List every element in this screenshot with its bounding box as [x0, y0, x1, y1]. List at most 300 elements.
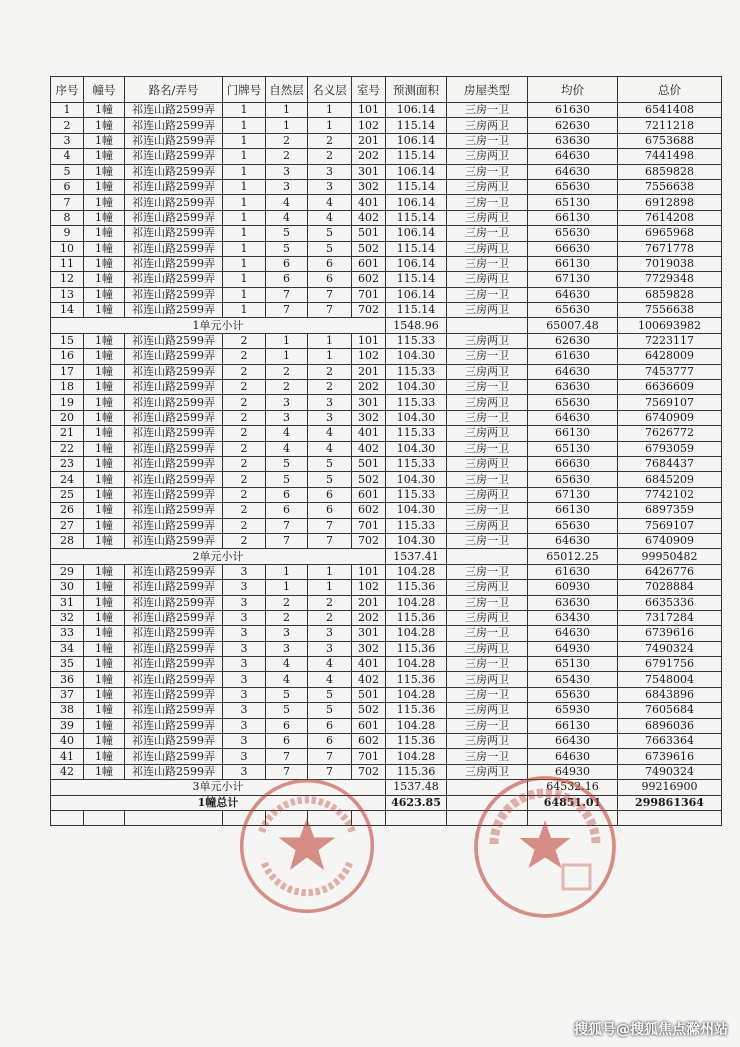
- table-cell: 4: [308, 426, 352, 441]
- table-cell: 7: [266, 303, 308, 318]
- table-cell: 三房一卫: [447, 133, 528, 148]
- table-cell: 祁连山路2599弄: [125, 256, 223, 271]
- table-row: [51, 103, 722, 118]
- table-cell: 61630: [528, 564, 618, 579]
- table-cell: 三房一卫: [447, 472, 528, 487]
- table-cell: 祁连山路2599弄: [125, 395, 223, 410]
- table-cell: 6: [308, 487, 352, 502]
- table-cell: 202: [352, 610, 386, 625]
- table-row: [51, 395, 722, 410]
- table-cell: 7614208: [618, 210, 722, 225]
- table-row: [51, 641, 722, 656]
- table-cell: 401: [352, 657, 386, 672]
- table-row: [51, 564, 722, 579]
- table-cell: 4: [266, 441, 308, 456]
- table-cell: 三房两卫: [447, 610, 528, 625]
- table-cell: 115.33: [386, 518, 447, 533]
- table-cell: 1幢: [84, 133, 125, 148]
- table-cell: 6753688: [618, 133, 722, 148]
- table-cell: 3: [223, 626, 266, 641]
- table-cell: 20: [51, 410, 84, 425]
- table-cell: 40: [51, 734, 84, 749]
- table-cell: 6: [308, 272, 352, 287]
- header-cell: 自然层: [266, 77, 308, 103]
- table-cell: 祁连山路2599弄: [125, 687, 223, 702]
- table-cell: 101: [352, 103, 386, 118]
- table-row: [51, 149, 722, 164]
- table-cell: 4: [266, 672, 308, 687]
- table-cell: 1: [308, 349, 352, 364]
- table-header-row: [51, 77, 722, 103]
- subtotal-total-price: 100693982: [618, 318, 722, 333]
- table-cell: 106.14: [386, 226, 447, 241]
- table-cell: 60930: [528, 580, 618, 595]
- table-cell: 5: [266, 687, 308, 702]
- table-cell: 1幢: [84, 364, 125, 379]
- total-total-price: 299861364: [618, 795, 722, 810]
- table-cell: 28: [51, 533, 84, 548]
- table-cell: 7569107: [618, 518, 722, 533]
- table-cell: 1幢: [84, 564, 125, 579]
- table-cell: 三房一卫: [447, 441, 528, 456]
- table-cell: 7317284: [618, 610, 722, 625]
- empty-cell: [618, 810, 722, 825]
- table-cell: 三房一卫: [447, 687, 528, 702]
- table-cell: 1幢: [84, 195, 125, 210]
- table-cell: 三房一卫: [447, 564, 528, 579]
- table-cell: 2: [308, 364, 352, 379]
- table-cell: 201: [352, 595, 386, 610]
- table-row: [51, 718, 722, 733]
- table-cell: 7441498: [618, 149, 722, 164]
- table-row: [51, 503, 722, 518]
- table-cell: 三房两卫: [447, 118, 528, 133]
- table-cell: 5: [266, 226, 308, 241]
- empty-row: [51, 810, 722, 825]
- table-cell: 106.14: [386, 133, 447, 148]
- table-row: [51, 734, 722, 749]
- table-cell: 祁连山路2599弄: [125, 610, 223, 625]
- table-cell: 7223117: [618, 333, 722, 348]
- table-row: [51, 456, 722, 471]
- table-cell: 三房一卫: [447, 626, 528, 641]
- table-cell: 2: [266, 133, 308, 148]
- table-cell: 106.14: [386, 195, 447, 210]
- subtotal-total-price: 99216900: [618, 780, 722, 795]
- table-cell: 1: [223, 287, 266, 302]
- table-cell: 66630: [528, 241, 618, 256]
- table-row: [51, 626, 722, 641]
- table-cell: 33: [51, 626, 84, 641]
- table-cell: 1: [223, 133, 266, 148]
- table-cell: 祁连山路2599弄: [125, 241, 223, 256]
- table-cell: 34: [51, 641, 84, 656]
- table-cell: 3: [223, 734, 266, 749]
- table-cell: 26: [51, 503, 84, 518]
- table-cell: 祁连山路2599弄: [125, 179, 223, 194]
- table-row: [51, 380, 722, 395]
- table-cell: 2: [308, 595, 352, 610]
- subtotal-area: 1537.41: [386, 549, 447, 564]
- table-cell: 65430: [528, 672, 618, 687]
- table-cell: 1幢: [84, 380, 125, 395]
- table-cell: 67130: [528, 487, 618, 502]
- table-cell: 1: [51, 103, 84, 118]
- table-cell: 祁连山路2599弄: [125, 456, 223, 471]
- table-cell: 6896036: [618, 718, 722, 733]
- table-cell: 39: [51, 718, 84, 733]
- subtotal-area: 1537.48: [386, 780, 447, 795]
- table-cell: 5: [266, 241, 308, 256]
- table-cell: 1幢: [84, 333, 125, 348]
- total-row: [51, 795, 722, 810]
- table-cell: 115.14: [386, 272, 447, 287]
- table-cell: 104.28: [386, 657, 447, 672]
- table-cell: 祁连山路2599弄: [125, 564, 223, 579]
- table-cell: 1幢: [84, 580, 125, 595]
- table-cell: 65130: [528, 657, 618, 672]
- table-cell: 三房两卫: [447, 303, 528, 318]
- table-cell: 1幢: [84, 303, 125, 318]
- table-cell: 3: [223, 610, 266, 625]
- table-cell: 三房两卫: [447, 764, 528, 779]
- table-cell: 祁连山路2599弄: [125, 703, 223, 718]
- table-cell: 115.33: [386, 395, 447, 410]
- table-cell: 104.30: [386, 472, 447, 487]
- table-cell: 1: [223, 303, 266, 318]
- table-cell: 三房两卫: [447, 641, 528, 656]
- table-cell: 65930: [528, 703, 618, 718]
- table-cell: 1幢: [84, 518, 125, 533]
- table-cell: 66130: [528, 426, 618, 441]
- subtotal-label: 3单元小计: [51, 780, 386, 795]
- table-cell: 35: [51, 657, 84, 672]
- table-cell: 64630: [528, 410, 618, 425]
- table-cell: 1幢: [84, 456, 125, 471]
- table-cell: 1: [266, 103, 308, 118]
- table-cell: 2: [223, 395, 266, 410]
- table-cell: 65630: [528, 472, 618, 487]
- table-cell: 1幢: [84, 749, 125, 764]
- table-cell: 66130: [528, 256, 618, 271]
- table-cell: 1幢: [84, 287, 125, 302]
- table-cell: 祁连山路2599弄: [125, 718, 223, 733]
- table-cell: 3: [223, 703, 266, 718]
- header-cell: 房屋类型: [447, 77, 528, 103]
- table-cell: 4: [266, 657, 308, 672]
- table-cell: 102: [352, 580, 386, 595]
- table-cell: 6965968: [618, 226, 722, 241]
- table-cell: 115.36: [386, 641, 447, 656]
- table-row: [51, 287, 722, 302]
- table-cell: 6845209: [618, 472, 722, 487]
- table-cell: 祁连山路2599弄: [125, 626, 223, 641]
- table-cell: 1幢: [84, 410, 125, 425]
- table-row: [51, 580, 722, 595]
- watermark-text: 搜狐号@搜狐焦点滁州站: [574, 1022, 728, 1038]
- table-cell: 2: [223, 333, 266, 348]
- table-cell: 14: [51, 303, 84, 318]
- table-cell: 65630: [528, 518, 618, 533]
- table-cell: 402: [352, 672, 386, 687]
- table-cell: 6791756: [618, 657, 722, 672]
- table-cell: 3: [308, 410, 352, 425]
- table-cell: 6: [266, 503, 308, 518]
- official-seal-left: [236, 775, 378, 917]
- table-cell: 祁连山路2599弄: [125, 580, 223, 595]
- table-cell: 2: [51, 118, 84, 133]
- table-cell: 祁连山路2599弄: [125, 672, 223, 687]
- table-cell: 祁连山路2599弄: [125, 764, 223, 779]
- table-cell: 106.14: [386, 164, 447, 179]
- table-cell: 115.33: [386, 426, 447, 441]
- table-cell: 3: [266, 395, 308, 410]
- table-cell: 三房两卫: [447, 149, 528, 164]
- table-cell: 302: [352, 179, 386, 194]
- table-cell: 601: [352, 256, 386, 271]
- table-cell: 66130: [528, 718, 618, 733]
- table-cell: 701: [352, 287, 386, 302]
- header-cell: 预测面积: [386, 77, 447, 103]
- table-cell: 115.33: [386, 333, 447, 348]
- table-cell: 三房两卫: [447, 518, 528, 533]
- table-cell: 1幢: [84, 241, 125, 256]
- table-cell: 101: [352, 333, 386, 348]
- table-cell: 701: [352, 518, 386, 533]
- table-row: [51, 472, 722, 487]
- table-cell: 301: [352, 395, 386, 410]
- table-cell: 11: [51, 256, 84, 271]
- table-cell: 三房两卫: [447, 364, 528, 379]
- table-cell: 66130: [528, 503, 618, 518]
- table-cell: 7556638: [618, 179, 722, 194]
- table-cell: 6843896: [618, 687, 722, 702]
- table-cell: 祁连山路2599弄: [125, 487, 223, 502]
- table-cell: 6: [308, 503, 352, 518]
- table-cell: 115.33: [386, 456, 447, 471]
- table-cell: 1: [308, 118, 352, 133]
- header-cell: 路名/弄号: [125, 77, 223, 103]
- table-cell: 祁连山路2599弄: [125, 503, 223, 518]
- table-cell: 6428009: [618, 349, 722, 364]
- table-cell: 7211218: [618, 118, 722, 133]
- table-cell: 1幢: [84, 734, 125, 749]
- table-cell: 祁连山路2599弄: [125, 195, 223, 210]
- empty-cell: [84, 810, 125, 825]
- table-cell: 三房两卫: [447, 456, 528, 471]
- table-cell: 7: [266, 518, 308, 533]
- table-cell: 63630: [528, 380, 618, 395]
- table-cell: 7490324: [618, 764, 722, 779]
- table-row: [51, 118, 722, 133]
- table-cell: 7569107: [618, 395, 722, 410]
- table-cell: 63630: [528, 133, 618, 148]
- table-cell: 祁连山路2599弄: [125, 595, 223, 610]
- table-cell: 29: [51, 564, 84, 579]
- table-cell: 5: [308, 241, 352, 256]
- table-cell: 115.14: [386, 149, 447, 164]
- table-cell: 3: [308, 395, 352, 410]
- table-cell: 502: [352, 703, 386, 718]
- table-cell: 1幢: [84, 503, 125, 518]
- table-cell: 三房两卫: [447, 487, 528, 502]
- table-cell: 115.36: [386, 764, 447, 779]
- table-cell: 115.33: [386, 487, 447, 502]
- table-cell: 7729348: [618, 272, 722, 287]
- table-cell: 62630: [528, 118, 618, 133]
- table-cell: 16: [51, 349, 84, 364]
- table-row: [51, 595, 722, 610]
- table-cell: 5: [308, 687, 352, 702]
- table-cell: 祁连山路2599弄: [125, 210, 223, 225]
- table-row: [51, 349, 722, 364]
- table-cell: 1幢: [84, 687, 125, 702]
- table-cell: 104.30: [386, 503, 447, 518]
- table-cell: 1幢: [84, 703, 125, 718]
- table-cell: 37: [51, 687, 84, 702]
- table-cell: 64630: [528, 533, 618, 548]
- table-cell: 1: [223, 103, 266, 118]
- table-cell: 602: [352, 734, 386, 749]
- table-cell: 65130: [528, 195, 618, 210]
- table-cell: 1: [266, 349, 308, 364]
- table-cell: 4: [308, 672, 352, 687]
- table-cell: 31: [51, 595, 84, 610]
- table-cell: 2: [223, 503, 266, 518]
- table-cell: 7: [308, 518, 352, 533]
- table-row: [51, 179, 722, 194]
- table-cell: 7556638: [618, 303, 722, 318]
- table-cell: 6: [308, 734, 352, 749]
- table-cell: 6635336: [618, 595, 722, 610]
- table-cell: 6: [266, 734, 308, 749]
- empty-cell: [51, 810, 84, 825]
- table-cell: 30: [51, 580, 84, 595]
- table-cell: 3: [266, 626, 308, 641]
- table-row: [51, 657, 722, 672]
- table-cell: 702: [352, 303, 386, 318]
- table-cell: 66430: [528, 734, 618, 749]
- table-cell: 祁连山路2599弄: [125, 657, 223, 672]
- table-cell: 7453777: [618, 364, 722, 379]
- table-cell: 1幢: [84, 426, 125, 441]
- table-cell: 6: [308, 718, 352, 733]
- table-cell: 64630: [528, 149, 618, 164]
- table-cell: 三房一卫: [447, 164, 528, 179]
- table-cell: 301: [352, 626, 386, 641]
- table-cell: 63430: [528, 610, 618, 625]
- table-cell: 6740909: [618, 410, 722, 425]
- table-cell: 1幢: [84, 149, 125, 164]
- table-cell: 1幢: [84, 472, 125, 487]
- table-cell: 106.14: [386, 256, 447, 271]
- table-cell: 三房一卫: [447, 195, 528, 210]
- table-cell: 65130: [528, 441, 618, 456]
- table-cell: 301: [352, 164, 386, 179]
- table-cell: 7: [51, 195, 84, 210]
- table-cell: 502: [352, 472, 386, 487]
- table-cell: 三房两卫: [447, 210, 528, 225]
- table-cell: 115.14: [386, 241, 447, 256]
- table-cell: 1幢: [84, 395, 125, 410]
- table-cell: 65630: [528, 395, 618, 410]
- table-cell: 1: [223, 118, 266, 133]
- table-cell: 66130: [528, 210, 618, 225]
- table-cell: 7: [266, 764, 308, 779]
- table-cell: 27: [51, 518, 84, 533]
- table-cell: 4: [308, 441, 352, 456]
- table-cell: 3: [266, 641, 308, 656]
- table-cell: 4: [308, 210, 352, 225]
- table-cell: 66630: [528, 456, 618, 471]
- table-cell: 6: [308, 256, 352, 271]
- table-cell: 2: [223, 518, 266, 533]
- table-cell: 三房一卫: [447, 103, 528, 118]
- table-cell: 702: [352, 764, 386, 779]
- table-cell: 601: [352, 487, 386, 502]
- table-cell: 6541408: [618, 103, 722, 118]
- table-cell: 104.28: [386, 687, 447, 702]
- table-cell: 13: [51, 287, 84, 302]
- table-cell: 501: [352, 687, 386, 702]
- table-cell: 7742102: [618, 487, 722, 502]
- subtotal-avg-price: 64532.16: [528, 780, 618, 795]
- table-cell: 祁连山路2599弄: [125, 226, 223, 241]
- table-cell: 三房两卫: [447, 580, 528, 595]
- table-cell: 4: [266, 195, 308, 210]
- table-cell: 7605684: [618, 703, 722, 718]
- table-cell: 祁连山路2599弄: [125, 749, 223, 764]
- table-cell: 8: [51, 210, 84, 225]
- table-row: [51, 703, 722, 718]
- subtotal-label: 2单元小计: [51, 549, 386, 564]
- table-cell: 三房两卫: [447, 179, 528, 194]
- table-cell: 21: [51, 426, 84, 441]
- table-cell: 7: [308, 764, 352, 779]
- table-row: [51, 533, 722, 548]
- table-cell: 祁连山路2599弄: [125, 118, 223, 133]
- table-cell: 1幢: [84, 118, 125, 133]
- table-row: [51, 426, 722, 441]
- table-cell: 32: [51, 610, 84, 625]
- empty-cell: [447, 318, 528, 333]
- table-cell: 5: [266, 456, 308, 471]
- header-cell: 总价: [618, 77, 722, 103]
- table-cell: 1: [308, 333, 352, 348]
- table-cell: 7028884: [618, 580, 722, 595]
- table-cell: 501: [352, 456, 386, 471]
- table-cell: 7626772: [618, 426, 722, 441]
- table-cell: 5: [308, 472, 352, 487]
- table-cell: 5: [308, 456, 352, 471]
- subtotal-total-price: 99950482: [618, 549, 722, 564]
- table-cell: 3: [308, 641, 352, 656]
- table-cell: 7: [308, 303, 352, 318]
- table-cell: 7671778: [618, 241, 722, 256]
- table-cell: 115.36: [386, 610, 447, 625]
- table-cell: 104.30: [386, 441, 447, 456]
- table-cell: 23: [51, 456, 84, 471]
- table-cell: 1: [308, 580, 352, 595]
- table-cell: 2: [308, 610, 352, 625]
- table-cell: 7019038: [618, 256, 722, 271]
- table-cell: 1: [266, 580, 308, 595]
- header-cell: 均价: [528, 77, 618, 103]
- table-cell: 104.28: [386, 564, 447, 579]
- table-cell: 104.28: [386, 626, 447, 641]
- table-cell: 401: [352, 195, 386, 210]
- table-cell: 1: [266, 118, 308, 133]
